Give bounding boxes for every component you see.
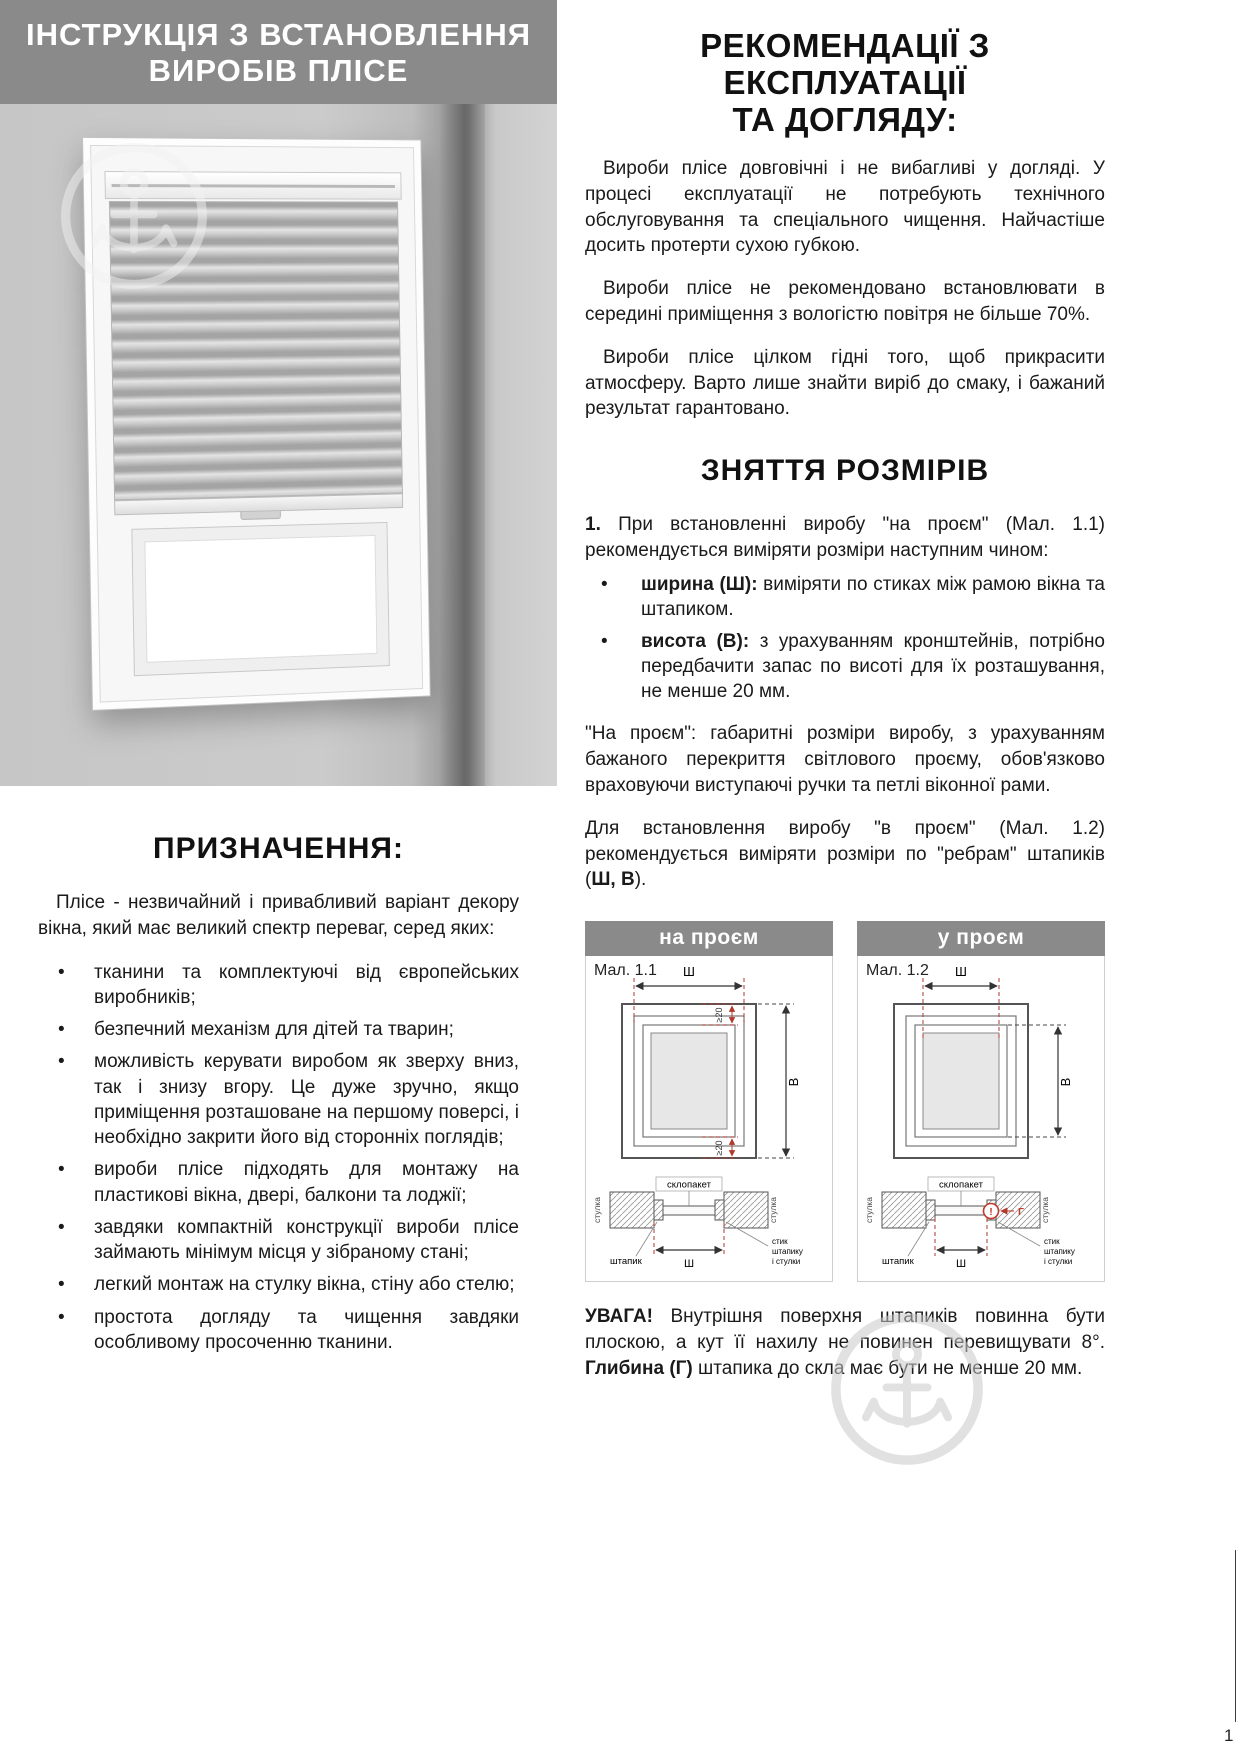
title-banner	[0, 0, 557, 104]
joint-label-3: і стулки	[772, 1257, 801, 1267]
width-label: Ш	[683, 964, 695, 980]
height-label: В	[786, 1077, 801, 1087]
list-item	[38, 1049, 519, 1150]
figure-u-proem	[857, 921, 1105, 1282]
purpose-heading: ПРИЗНАЧЕННЯ:	[153, 831, 404, 865]
joint-label-2: штапику	[772, 1247, 803, 1257]
joint-label-2: штапику	[1044, 1247, 1075, 1257]
figure-2-header: у проєм	[857, 921, 1105, 956]
sash-right-label: стулка	[768, 1197, 778, 1224]
bullet-lead: ширина (Ш):	[641, 573, 758, 595]
attention-bold: Глибина (Г)	[585, 1358, 693, 1380]
list-item-text: безпечний механізм для дітей та тварин;	[94, 1019, 454, 1041]
joint-label-1: стик	[772, 1237, 788, 1247]
joint-label-3: і стулки	[1044, 1257, 1073, 1267]
window-front-view	[622, 1004, 756, 1158]
step-text: При встановленні виробу "на проєм" (Мал. 1.1) рекомендується виміряти розміри наступним чином:	[585, 514, 1105, 562]
bottom-width-label: Ш	[683, 1258, 695, 1271]
attention-paragraph	[585, 1304, 1105, 1382]
width-label: Ш	[955, 964, 967, 980]
title-line-2: ВИРОБІВ ПЛІСЕ	[148, 52, 409, 88]
list-item	[38, 1215, 519, 1266]
list-item	[38, 1157, 519, 1208]
care-paragraph-3: Вироби плісе цілком гідні того, щоб прикрасити атмосферу. Варто лише знайти виріб до смаку, і бажаний результат гарантовано.	[585, 346, 1105, 420]
height-label: В	[1058, 1077, 1073, 1087]
window-illustration	[83, 138, 430, 710]
bullet-text: виміряти по стиках між рамою вікна та штапиком.	[641, 573, 1106, 621]
measuring-bullet-list	[585, 572, 1105, 704]
in-opening-text: Для встановлення виробу "в проєм" (Мал. 1.2) рекомендується виміряти розміри по "ребрам" штапиків (	[585, 817, 1105, 891]
list-item-text: можливість керувати виробом як зверху вниз, так і знизу вгору. Це дуже зручно, якщо приміщення розташоване на першому поверсі, і необхідно закрити його від сторонніх поглядів;	[94, 1051, 519, 1149]
bullet-lead: висота (В):	[641, 630, 750, 652]
attention-text-2: штапика до скла має бути не менше 20 мм.	[692, 1358, 1083, 1380]
window-diagram-na-proem	[586, 956, 832, 1282]
measuring-step-1	[585, 512, 1105, 564]
window-front-view	[894, 1004, 1028, 1158]
left-column	[0, 0, 557, 1362]
in-opening-bold: Ш, В	[591, 869, 635, 891]
on-opening-paragraph: "На проєм": габаритні розміри виробу, з урахуванням бажаного перекриття світлового проєму, обов'язково враховуючи виступаючі ручки та петлі віконної рами.	[585, 723, 1105, 796]
list-item	[38, 1017, 519, 1042]
step-number: 1.	[585, 514, 601, 536]
window-glass	[132, 523, 389, 675]
sash-left-label: стулка	[864, 1197, 874, 1224]
figure-1-body	[585, 956, 833, 1282]
bottom-width-dimension	[654, 1222, 724, 1256]
attention-lead: УВАГА!	[585, 1306, 653, 1328]
purpose-intro: Плісе - незвичайний і привабливий варіант декору вікна, який має великий спектр переваг, серед яких:	[38, 891, 519, 939]
list-item-text: легкий монтаж на стулку вікна, стіну або стелю;	[94, 1274, 515, 1296]
list-item	[585, 629, 1105, 705]
page-number: 1	[1224, 1726, 1234, 1745]
clearance-bottom-label: ≥20	[714, 1140, 724, 1156]
care-paragraph-2: Вироби плісе не рекомендовано встановлювати в середині приміщення з вологістю повітря не більше 70%.	[585, 278, 1105, 325]
list-item	[38, 960, 519, 1011]
purpose-bullet-list	[38, 960, 519, 1356]
bottom-width-label: Ш	[955, 1258, 967, 1271]
glass-unit-label: склопакет	[667, 1179, 711, 1191]
bottom-width-dimension	[935, 1218, 987, 1256]
right-column	[585, 28, 1105, 1382]
clearance-top-label: ≥20	[714, 1007, 724, 1023]
right-edge-rule	[1235, 1550, 1236, 1722]
list-item-text: завдяки компактній конструкції вироби плісе займають мінімум місця у зібраному стані;	[94, 1216, 519, 1264]
list-item	[585, 572, 1105, 623]
wall-recess-shadow	[439, 104, 485, 786]
care-heading	[585, 28, 1105, 139]
figure-1-caption: Мал. 1.1	[594, 962, 657, 980]
figure-1-header: на проєм	[585, 921, 833, 956]
figure-na-proem	[585, 921, 833, 1282]
window-frame	[83, 138, 430, 710]
sash-left-label: стулка	[592, 1197, 602, 1224]
bullet-text: з урахуванням кронштейнів, потрібно передбачити запас по висоті для їх розташування, не менше 20 мм.	[641, 630, 1105, 703]
attention-text-1: Внутрішня поверхня штапиків повинна бути плоскою, а кут її нахилу не повинен перевищувати 8°.	[585, 1306, 1105, 1354]
pleated-blind	[109, 201, 403, 500]
depth-label: Г	[1018, 1206, 1024, 1219]
warning-exclamation: !	[989, 1206, 993, 1219]
care-paragraph-1: Вироби плісе довговічні і не вибагливі у догляді. У процесі експлуатації не потребують технічного обслуговування та спеціального чищення. Найчастіше досить протерти сухою губкою.	[585, 157, 1105, 257]
bead-label: штапик	[882, 1256, 914, 1268]
bead-label: штапик	[610, 1256, 642, 1268]
figure-2-caption: Мал. 1.2	[866, 962, 929, 980]
list-item-text: тканини та комплектуючі від європейських виробників;	[94, 961, 519, 1008]
window-diagram-u-proem	[858, 956, 1104, 1282]
sash-right-label: стулка	[1040, 1197, 1050, 1224]
list-item-text: вироби плісе підходять для монтажу на пластикові вікна, двері, балкони та лоджії;	[94, 1159, 519, 1206]
purpose-section	[0, 786, 557, 1355]
list-item-text: простота догляду та чищення завдяки особливому просоченню тканини.	[94, 1306, 519, 1354]
list-item	[38, 1305, 519, 1356]
figure-2-body	[857, 956, 1105, 1282]
in-opening-paragraph	[585, 816, 1105, 893]
measuring-heading: ЗНЯТТЯ РОЗМІРІВ	[700, 454, 990, 488]
blind-handle	[240, 511, 281, 520]
glass-unit-label: склопакет	[939, 1179, 983, 1191]
joint-label-1: стик	[1044, 1237, 1060, 1247]
care-heading-line-2: ТА ДОГЛЯДУ:	[732, 100, 958, 138]
title-line-1: ІНСТРУКЦІЯ З ВСТАНОВЛЕННЯ	[25, 17, 531, 52]
product-photo	[0, 104, 557, 786]
list-item	[38, 1272, 519, 1297]
in-opening-text-end: ).	[634, 869, 647, 891]
figures-row	[585, 921, 1105, 1282]
blind-headrail	[104, 171, 401, 200]
care-heading-line-1: РЕКОМЕНДАЦІЇ З ЕКСПЛУАТАЦІЇ	[700, 27, 990, 101]
